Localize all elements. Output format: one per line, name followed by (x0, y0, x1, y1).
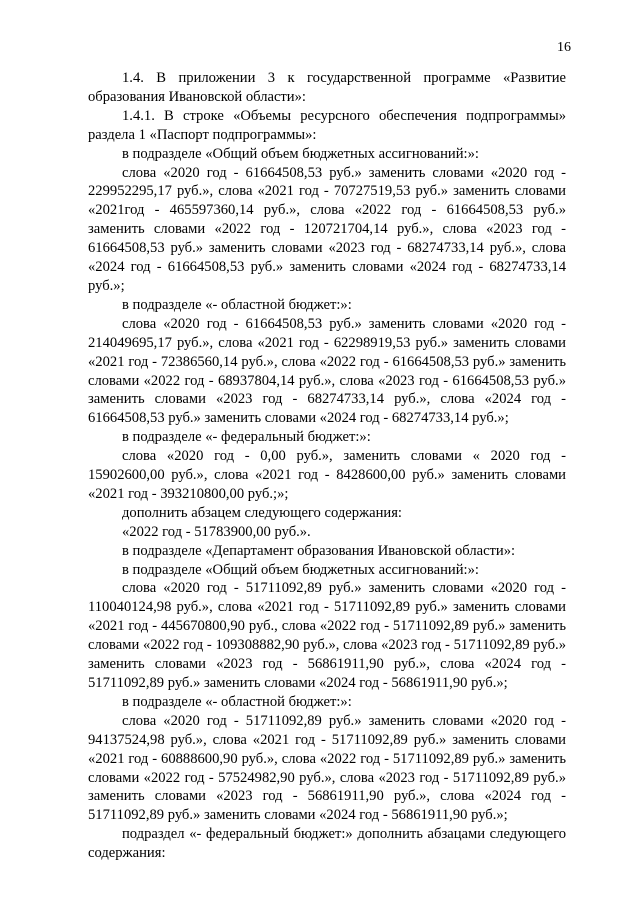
page-number: 16 (557, 40, 571, 55)
paragraph-department-total-amounts: слова «2020 год - 51711092,89 руб.» заменить словами «2020 год - 110040124,98 руб.», слова «2021 год - 51711092,89 руб.» заменить словами «2021 год - 445670800,90 руб., слова «2022 год - 51711092,89 руб.» заменить словами «2022 год - 109308882,90 руб.», слова «2023 год - 51711092,89 руб.» заменить словами «2023 год - 56861911,90 руб.», слова «2024 год - 51711092,89 руб.» заменить словами «2024 год - 56861911,90 руб.»; (88, 580, 566, 691)
paragraph-item-1-4-1: 1.4.1. В строке «Объемы ресурсного обеспечения подпрограммы» раздела 1 «Паспорт подпрограммы»: (88, 107, 566, 143)
paragraph-subsection-total: в подразделе «Общий объем бюджетных ассигнований:»: (122, 145, 479, 162)
paragraph-federal-amounts: слова «2020 год - 0,00 руб.», заменить словами « 2020 год - 15902600,00 руб.», слова «2021 год - 8428600,00 руб.» заменить словами «2021 год - 393210800,00 руб.;»; (88, 448, 566, 502)
paragraph-subsection-department: в подразделе «Департамент образования Ивановской области»: (122, 542, 516, 559)
paragraph-subsection-department-total: в подразделе «Общий объем бюджетных ассигнований:»: (122, 561, 479, 578)
paragraph-total-amounts: слова «2020 год - 61664508,53 руб.» заменить словами «2020 год - 229952295,17 руб.», слова «2021 год - 70727519,53 руб.» заменить словами «2021год - 465597360,14 руб.», слова «2022 год - 61664508,53 руб.» заменить словами «2022 год - 120721704,14 руб.», слова «2023 год - 61664508,53 руб.» заменить словами «2023 год - 68274733,14 руб.», слова «2024 год - 61664508,53 руб.» заменить словами «2024 год - 68274733,14 руб.»; (88, 164, 566, 294)
paragraph-department-regional-amounts: слова «2020 год - 51711092,89 руб.» заменить словами «2020 год - 94137524,98 руб.», слова «2021 год - 51711092,89 руб.» заменить словами «2021 год - 60888600,90 руб.», слова «2022 год - 51711092,89 руб.» заменить словами «2022 год - 57524982,90 руб.», слова «2023 год - 51711092,89 руб.» заменить словами «2023 год - 56861911,90 руб.», слова «2024 год - 51711092,89 руб.» заменить словами «2024 год - 56861911,90 руб.»; (88, 712, 566, 824)
paragraph-federal-addition: подраздел «- федеральный бюджет:» дополнить абзацами следующего содержания: (88, 826, 566, 862)
paragraph-subsection-regional: в подразделе «- областной бюджет:»: (122, 296, 352, 313)
paragraph-item-1-4: 1.4. В приложении 3 к государственной программе «Развитие образования Ивановской области»: (88, 70, 566, 105)
paragraph-regional-amounts: слова «2020 год - 61664508,53 руб.» заменить словами «2020 год - 214049695,17 руб.», слова «2021 год - 62298919,53 руб.» заменить словами «2021 год - 72386560,14 руб.», слова «2022 год - 61664508,53 руб.» заменить словами «2022 год - 68937804,14 руб.», слова «2023 год - 61664508,53 руб.» заменить словами «2023 год - 68274733,14 руб.», слова «2024 год - 61664508,53 руб.» заменить словами «2024 год - 68274733,14 руб.»; (88, 315, 566, 427)
paragraph-subsection-department-regional: в подразделе «- областной бюджет:»: (122, 693, 352, 710)
paragraph-add-clause: дополнить абзацем следующего содержания: (122, 504, 402, 521)
paragraph-2022-amount: «2022 год - 51783900,00 руб.». (122, 523, 311, 540)
document-body (88, 69, 566, 863)
paragraph-subsection-federal: в подразделе «- федеральный бюджет:»: (122, 429, 371, 446)
